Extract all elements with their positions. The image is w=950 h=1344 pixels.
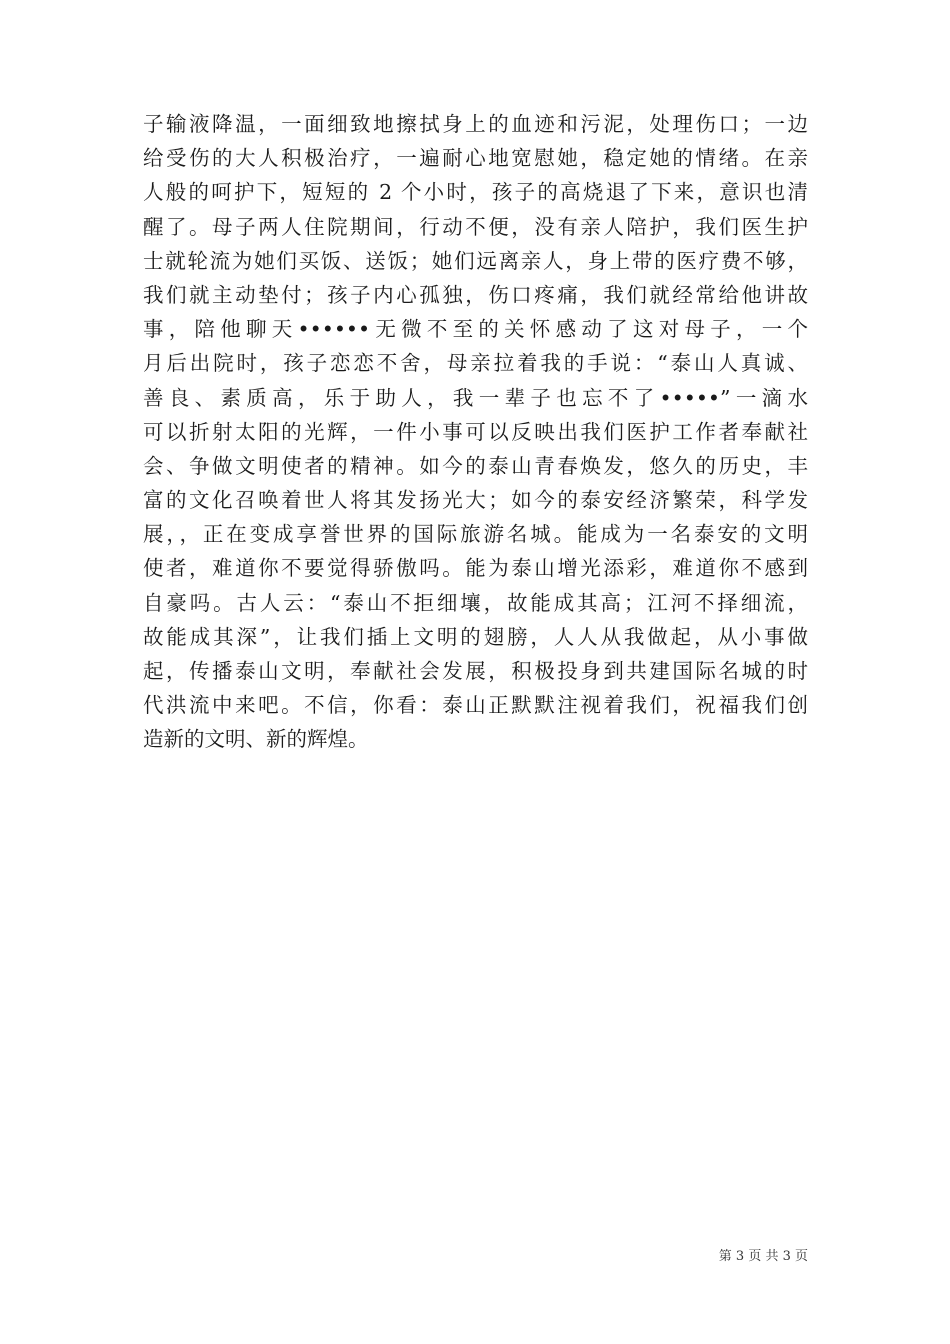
text-line: 代洪流中来吧。不信，你看：泰山正默默注视着我们，祝福我们创	[143, 693, 808, 718]
text-line: 醒了。母子两人住院期间，行动不便，没有亲人陪护，我们医生护	[143, 214, 808, 239]
text-line: 造新的文明、新的辉煌。	[143, 727, 369, 752]
text-line: 善良、素质高，乐于助人，我一辈子也忘不了•••••”一滴水	[143, 385, 808, 410]
text-line: 我们就主动垫付；孩子内心孤独，伤口疼痛，我们就经常给他讲故	[143, 282, 808, 307]
text-line: 起，传播泰山文明，奉献社会发展，积极投身到共建国际名城的时	[143, 659, 808, 683]
body-text	[143, 107, 808, 757]
text-line: 自豪吗。古人云：“泰山不拒细壤，故能成其高；江河不择细流，	[143, 590, 808, 615]
text-line: 故能成其深”，让我们插上文明的翅膀，人人从我做起，从小事做	[143, 624, 808, 649]
text-line: 富的文化召唤着世人将其发扬光大；如今的泰安经济繁荣，科学发	[143, 488, 808, 513]
text-line: 士就轮流为她们买饭、送饭；她们远离亲人，身上带的医疗费不够，	[143, 248, 808, 273]
text-line: 使者，难道你不要觉得骄傲吗。能为泰山增光添彩，难道你不感到	[143, 556, 808, 581]
text-line: 月后出院时，孩子恋恋不舍，母亲拉着我的手说：“泰山人真诚、	[143, 351, 808, 376]
text-line: 人般的呵护下，短短的 2 个小时，孩子的高烧退了下来，意识也清	[143, 180, 808, 205]
text-line: 子输液降温，一面细致地擦拭身上的血迹和污泥，处理伤口；一边	[143, 112, 808, 136]
page-number: 第 3 页 共 3 页	[718, 1249, 808, 1264]
text-line: 展，，正在变成享誉世界的国际旅游名城。能成为一名泰安的文明	[143, 522, 808, 547]
text-line: 事，陪他聊天••••••无微不至的关怀感动了这对母子，一个	[143, 317, 808, 342]
text-line: 会、争做文明使者的精神。如今的泰山青春焕发，悠久的历史，丰	[143, 453, 808, 478]
text-line: 可以折射太阳的光辉，一件小事可以反映出我们医护工作者奉献社	[143, 419, 808, 444]
text-line: 给受伤的大人积极治疗，一遍耐心地宽慰她，稳定她的情绪。在亲	[143, 146, 808, 171]
